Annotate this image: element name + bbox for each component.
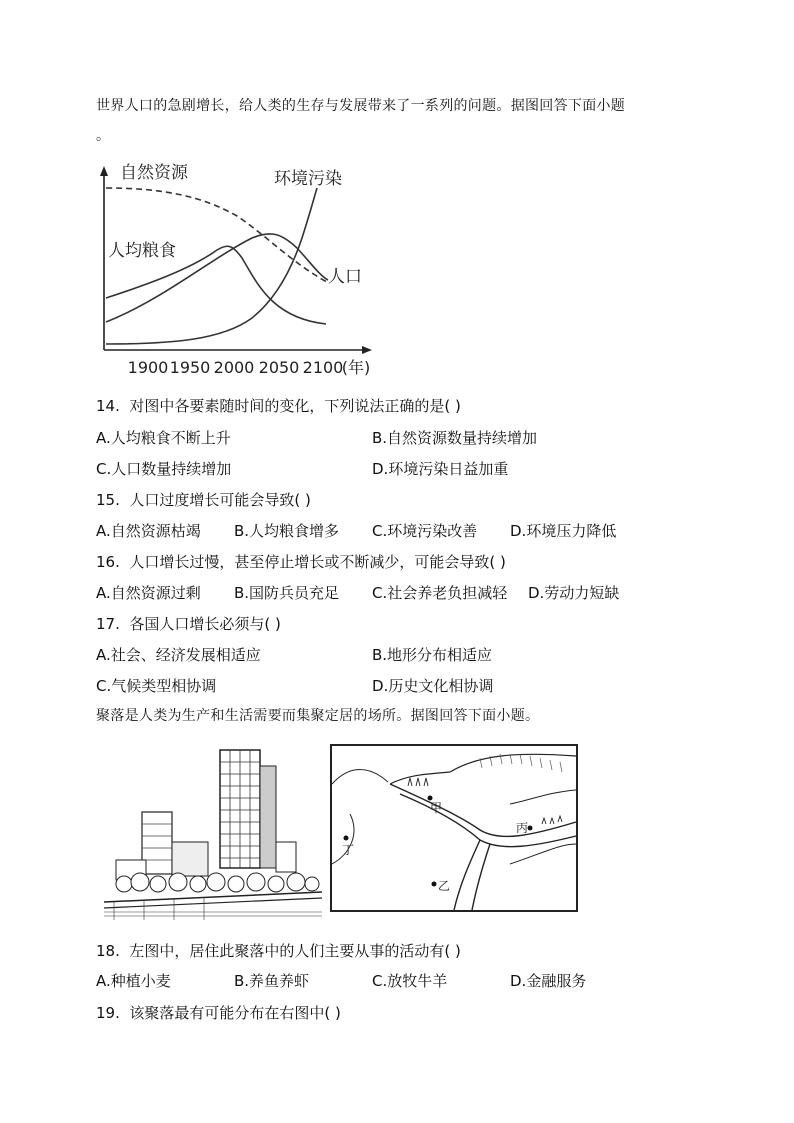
option-17-a[interactable]: A.社会、经济发展相适应 <box>96 646 261 664</box>
label-bing: 丙 <box>516 821 529 835</box>
option-14-c[interactable]: C.人口数量持续增加 <box>96 460 232 478</box>
question-16 <box>96 552 506 572</box>
x-tick-2100: 2100 <box>302 358 344 377</box>
question-text: 人口增长过慢，甚至停止增长或不断减少，可能会导致( ) <box>129 553 506 571</box>
question-text: 人口过度增长可能会导致( ) <box>129 491 311 509</box>
option-16-b[interactable]: B.国防兵员充足 <box>234 584 340 602</box>
intro-line-2: 。 <box>96 128 111 144</box>
option-15-c[interactable]: C.环境污染改善 <box>372 522 478 540</box>
population-chart <box>92 158 392 380</box>
question-text: 各国人口增长必须与( ) <box>129 615 281 633</box>
option-18-c[interactable]: C.放牧牛羊 <box>372 972 448 990</box>
intro-line-1: 世界人口的急剧增长，给人类的生存与发展带来了一系列的问题。据图回答下面小题 <box>96 98 626 114</box>
series-resources-line <box>106 188 327 282</box>
option-15-b[interactable]: B.人均粮食增多 <box>234 522 340 540</box>
x-axis-unit: (年) <box>341 358 371 377</box>
city-skyline-image <box>104 742 322 920</box>
x-tick-2000: 2000 <box>213 358 255 377</box>
question-17 <box>96 614 281 634</box>
option-16-c[interactable]: C.社会养老负担减轻 <box>372 584 508 602</box>
option-15-d[interactable]: D.环境压力降低 <box>510 522 617 540</box>
label-food: 人均粮食 <box>108 241 176 261</box>
option-14-d[interactable]: D.环境污染日益加重 <box>372 460 509 478</box>
question-number: 19. <box>96 1004 120 1022</box>
label-population: 人口 <box>328 267 362 287</box>
point-jia <box>428 796 433 801</box>
question-number: 15. <box>96 491 120 509</box>
question-18 <box>96 941 461 961</box>
intro-settlement: 聚落是人类为生产和生活需要而集聚定居的场所。据图回答下面小题。 <box>96 708 540 724</box>
option-18-d[interactable]: D.金融服务 <box>510 972 587 990</box>
y-axis-arrow <box>100 166 108 176</box>
point-ding <box>344 836 349 841</box>
question-14 <box>96 396 461 416</box>
x-tick-2050: 2050 <box>258 358 300 377</box>
x-tick-1950: 1950 <box>169 358 211 377</box>
point-bing <box>528 826 533 831</box>
option-14-a[interactable]: A.人均粮食不断上升 <box>96 429 231 447</box>
option-16-d[interactable]: D.劳动力短缺 <box>528 584 620 602</box>
label-ding: 丁 <box>342 843 355 857</box>
question-text: 该聚落最有可能分布在右图中( ) <box>129 1004 341 1022</box>
question-number: 17. <box>96 615 120 633</box>
x-tick-1900: 1900 <box>127 358 169 377</box>
x-axis-arrow <box>362 346 372 354</box>
question-15 <box>96 490 311 510</box>
question-text: 对图中各要素随时间的变化，下列说法正确的是( ) <box>129 397 461 415</box>
label-pollution: 环境污染 <box>274 169 342 189</box>
question-number: 14. <box>96 397 120 415</box>
question-19 <box>96 1003 341 1023</box>
point-yi <box>432 882 437 887</box>
question-number: 16. <box>96 553 120 571</box>
series-pollution-line <box>106 188 317 344</box>
option-14-b[interactable]: B.自然资源数量持续增加 <box>372 429 538 447</box>
label-resources: 自然资源 <box>120 163 188 183</box>
question-text: 左图中，居住此聚落中的人们主要从事的活动有( ) <box>129 942 461 960</box>
option-18-b[interactable]: B.养鱼养虾 <box>234 972 310 990</box>
option-18-a[interactable]: A.种植小麦 <box>96 972 171 990</box>
option-16-a[interactable]: A.自然资源过剩 <box>96 584 201 602</box>
label-yi: 乙 <box>438 879 451 893</box>
option-17-b[interactable]: B.地形分布相适应 <box>372 646 493 664</box>
label-jia: 甲 <box>430 801 443 815</box>
option-15-a[interactable]: A.自然资源枯竭 <box>96 522 201 540</box>
settlement-map <box>330 744 578 912</box>
option-17-d[interactable]: D.历史文化相协调 <box>372 677 494 695</box>
option-17-c[interactable]: C.气候类型相协调 <box>96 677 217 695</box>
question-number: 18. <box>96 942 120 960</box>
